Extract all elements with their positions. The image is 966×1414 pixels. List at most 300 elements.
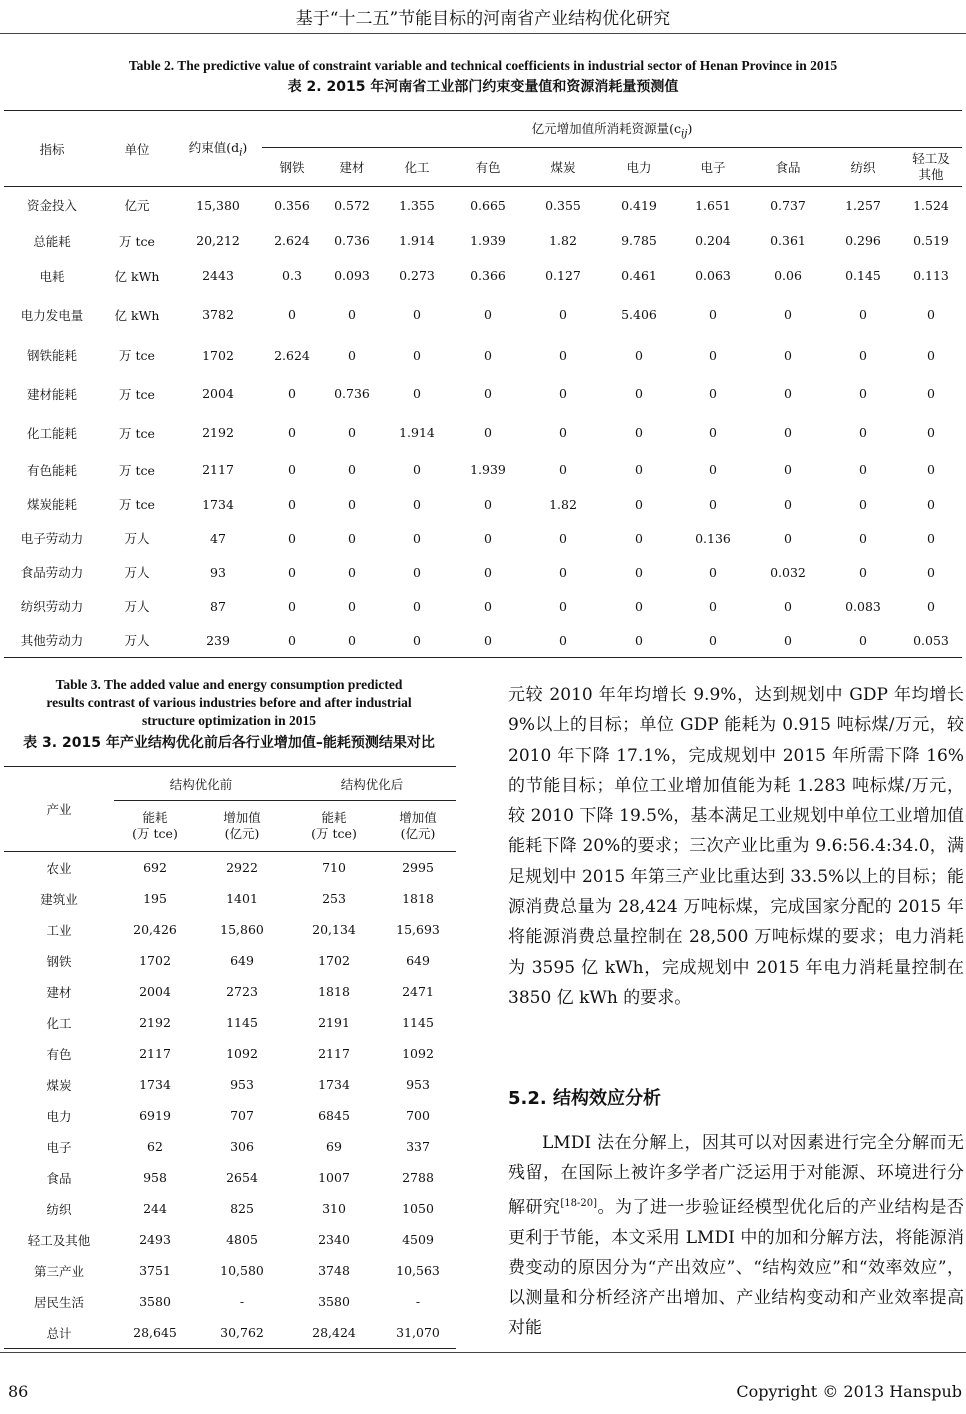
table-cell: 0 [927, 496, 935, 512]
table-cell: 0 [635, 530, 643, 546]
table-cell: 0.063 [695, 268, 731, 283]
table2-body [4, 187, 962, 658]
table-cell: 0 [413, 530, 421, 546]
table-cell: 1734 [318, 1077, 350, 1092]
table-cell: 0 [709, 386, 717, 401]
table-cell: 0 [859, 347, 867, 363]
row-label: 钢铁 [46, 953, 72, 969]
table-row [4, 187, 962, 224]
table-cell: 87 [210, 598, 226, 614]
table-row [4, 223, 962, 258]
table-cell: 310 [322, 1201, 346, 1216]
row-label: 纺织劳动力 [20, 599, 84, 614]
table-cell: 0 [635, 386, 643, 401]
table-row [4, 589, 962, 623]
table-cell: 1.257 [845, 197, 881, 213]
table2 [4, 110, 962, 658]
row-label: 建材能耗 [26, 386, 77, 402]
table-cell: 0 [348, 307, 356, 322]
table-row [4, 293, 962, 336]
table-cell: 0 [348, 462, 356, 477]
table-cell: 0 [709, 347, 717, 363]
table-row [4, 1007, 456, 1038]
table-cell: 953 [230, 1077, 254, 1092]
table-cell: 0 [559, 386, 567, 401]
table-cell: 1145 [402, 1015, 434, 1030]
table-row [4, 1317, 456, 1349]
table-row [4, 452, 962, 487]
table-cell: 1050 [402, 1201, 434, 1216]
table-cell: 195 [143, 891, 167, 906]
table-cell: 0 [559, 632, 567, 648]
row-label: 工业 [46, 922, 72, 938]
table-cell: 2192 [139, 1015, 171, 1030]
table-row [4, 374, 962, 413]
table-cell: 0 [348, 496, 356, 512]
table-cell: 万人 [124, 599, 150, 614]
table-cell: 2340 [318, 1232, 350, 1247]
row-label: 化工能耗 [26, 425, 77, 441]
paragraph-text: 元较 2010 年年均增长 9.9%，达到规划中 GDP 年均增长 9%以上的目标；单位 GDP 能耗为 0.915 吨标煤/万元，较 2010 年下降 17.1%，完成规划中 2015 年所需下降 16%的节能目标；单位工业增加值能为耗 1.283 吨标煤/万元，较 2010 下降 19.5%，基本满足工业规划中单位工业增加值能耗下降 20%的要求；三次产业比重为 9.6:56.4:34.0，满足规划中 2015 年第三产业比重达到 33.5%以上的目标；能源消费总量为 28,424 万吨标煤，完成国家分配的 2015 年将能源消费总量控制在 28,500 万吨标煤的要求；电力消耗为 3595 亿 kWh，完成规划中 2015 年电力消耗量控制在 3850 亿 kWh 的要求。 [508, 685, 964, 1008]
table-cell: 0 [784, 598, 792, 614]
table-cell: 649 [230, 953, 254, 968]
table-cell: 3580 [139, 1294, 171, 1309]
table-cell: 万人 [124, 565, 150, 580]
table-cell: 0 [784, 386, 792, 401]
table-cell: - [415, 1294, 421, 1309]
table-cell: 0 [413, 564, 421, 580]
table-cell: 0.273 [399, 268, 435, 283]
table-cell: 15,380 [196, 197, 240, 213]
table-cell: 0 [709, 425, 717, 440]
t2-col-header: 建材 [322, 148, 382, 187]
table-cell: 0 [709, 496, 717, 512]
t3-header-value: 增加值 (亿元) [196, 801, 288, 852]
table-cell: 0 [484, 347, 492, 363]
table-cell: 0 [927, 530, 935, 546]
row-label: 居民生活 [33, 1294, 84, 1310]
table-cell: 0 [559, 462, 567, 477]
t2-col-header: 纺织 [826, 148, 900, 187]
table-cell: 0 [709, 307, 717, 322]
table-cell: 0 [927, 386, 935, 401]
table-cell: 0 [288, 632, 296, 648]
table-cell: 0 [859, 425, 867, 440]
header-rule [0, 33, 966, 34]
t3-header-before: 结构优化前 [114, 767, 288, 801]
table-cell: 253 [322, 891, 346, 906]
table-cell: 3751 [139, 1263, 171, 1278]
table-cell: 1734 [202, 496, 234, 512]
table-cell: 1702 [318, 953, 350, 968]
table-cell: 0.296 [845, 233, 881, 248]
table-row [4, 1162, 456, 1193]
table-cell: 万 tce [119, 348, 155, 363]
table-cell: 0 [484, 386, 492, 401]
table-cell: 1092 [402, 1046, 434, 1061]
table-cell: 0.053 [913, 632, 949, 648]
table-cell: 2004 [139, 984, 171, 999]
table-row [4, 623, 962, 658]
table-cell: 0.461 [621, 268, 657, 283]
footer-rule [0, 1352, 966, 1353]
table-cell: 0.083 [845, 598, 881, 614]
table-cell: 0 [709, 462, 717, 477]
table-cell: 0 [348, 632, 356, 648]
t2-col-header: 电力 [602, 148, 676, 187]
table-cell: 0.665 [470, 197, 506, 213]
table-cell: 0 [413, 307, 421, 322]
table-cell: 20,426 [133, 922, 177, 937]
table-cell: 0 [413, 462, 421, 477]
table-cell: 2471 [402, 984, 434, 999]
table-cell: 707 [230, 1108, 254, 1123]
table-cell: 0.737 [770, 197, 806, 213]
row-label: 电力发电量 [20, 307, 84, 323]
table-cell: 0 [288, 307, 296, 322]
table-cell: 1734 [139, 1077, 171, 1092]
table-cell: 4805 [226, 1232, 258, 1247]
table-cell: 0 [288, 598, 296, 614]
table-cell: 0 [288, 530, 296, 546]
row-label: 纺织 [46, 1201, 72, 1217]
t2-header-indicator: 指标 [4, 111, 100, 187]
table-cell: 0 [927, 425, 935, 440]
t2-header-group: 亿元增加值所消耗资源量$(c_{ij})$ [262, 111, 962, 148]
table-cell: 0 [413, 347, 421, 363]
section-title: 5.2. 结构效应分析 [508, 1088, 661, 1109]
table-row [4, 852, 456, 884]
table-cell: 700 [406, 1108, 430, 1123]
table-cell: 1.524 [913, 197, 949, 213]
row-label: 建材 [46, 984, 72, 1000]
t3-header-value: 增加值 (亿元) [380, 801, 456, 852]
table-row [4, 413, 962, 452]
table-cell: 692 [143, 860, 167, 875]
table-cell: 0 [559, 564, 567, 580]
table-cell: 2443 [202, 268, 234, 283]
table-row [4, 1100, 456, 1131]
table-cell: 0.032 [770, 564, 806, 580]
t2-header-constraint: 约束值$(d_i)$ [174, 111, 262, 187]
table-cell: 0 [859, 307, 867, 322]
table-cell: 6845 [318, 1108, 350, 1123]
table-cell: 0 [635, 425, 643, 440]
citation-ref: [18-20] [560, 1197, 598, 1209]
table-cell: 0 [413, 598, 421, 614]
table-cell: 0 [859, 632, 867, 648]
table-cell: 0.736 [334, 386, 370, 401]
table-cell: - [239, 1294, 245, 1309]
table-cell: 1.939 [470, 462, 506, 477]
table-cell: 710 [322, 860, 346, 875]
row-label: 电力 [46, 1108, 72, 1124]
table-cell: 0 [559, 347, 567, 363]
table-cell: 0 [348, 347, 356, 363]
table-cell: 1702 [202, 347, 234, 363]
table-cell: 0.366 [470, 268, 506, 283]
table-cell: 0.519 [913, 233, 949, 248]
table-row [4, 945, 456, 976]
table-cell: 万 tce [119, 425, 155, 441]
table-row [4, 1286, 456, 1317]
table-row [4, 1131, 456, 1162]
table-cell: 0 [859, 462, 867, 477]
table-cell: 1.82 [549, 496, 577, 512]
table-cell: 0 [709, 564, 717, 580]
table-cell: 2995 [402, 860, 434, 875]
table-row [4, 521, 962, 555]
table-cell: 649 [406, 953, 430, 968]
row-label: 钢铁能耗 [26, 348, 77, 363]
table-cell: 亿 kWh [114, 307, 160, 323]
table-cell: 1.651 [695, 197, 731, 213]
table-cell: 306 [230, 1139, 254, 1154]
table-cell: 15,860 [220, 922, 264, 937]
table-cell: 1818 [318, 984, 350, 999]
table-cell: 0 [413, 496, 421, 512]
table-cell: 47 [210, 530, 226, 546]
table-cell: 0 [635, 632, 643, 648]
table-cell: 3580 [318, 1294, 350, 1309]
row-label: 食品 [46, 1170, 72, 1186]
table-cell: 0 [709, 598, 717, 614]
table-cell: 0.127 [545, 268, 581, 283]
row-label: 总能耗 [33, 233, 71, 249]
table-cell: 万 tce [119, 497, 155, 512]
table-cell: 0 [484, 564, 492, 580]
t3-header-industry: 产业 [4, 767, 114, 852]
table-row [4, 976, 456, 1007]
table-cell: 0 [288, 564, 296, 580]
t3-header-energy: 能耗 (万 tce) [114, 801, 196, 852]
table-cell: 0 [413, 386, 421, 401]
table-cell: 0 [559, 530, 567, 546]
table-row [4, 914, 456, 945]
table-cell: 0 [784, 462, 792, 477]
table-row [4, 1069, 456, 1100]
table-cell: 0 [859, 530, 867, 546]
table2-caption-zh: 表 2. 2015 年河南省工业部门约束变量值和资源消耗量预测值 [287, 79, 679, 95]
table-row [4, 1224, 456, 1255]
t2-col-header: 有色 [452, 148, 524, 187]
table-cell: 28,424 [312, 1325, 356, 1340]
table-cell: 1702 [139, 953, 171, 968]
table-cell: 0 [859, 386, 867, 401]
table-cell: 0.361 [770, 233, 806, 248]
table-cell: 1.914 [399, 425, 435, 440]
table-cell: 0 [927, 347, 935, 363]
table-cell: 0 [348, 598, 356, 614]
row-label: 资金投入 [26, 198, 77, 213]
table-cell: 0 [784, 347, 792, 363]
table-cell: 0 [709, 632, 717, 648]
table-cell: 0 [348, 530, 356, 546]
table-cell: 0 [288, 386, 296, 401]
table-cell: 1007 [318, 1170, 350, 1185]
table-cell: 958 [143, 1170, 167, 1185]
table-cell: 1145 [226, 1015, 258, 1030]
table-cell: 31,070 [396, 1325, 440, 1340]
table-cell: 0 [635, 564, 643, 580]
table-cell: 0.736 [334, 233, 370, 248]
table-cell: 0 [635, 598, 643, 614]
table3-caption-zh: 表 3. 2015 年产业结构优化前后各行业增加值–能耗预测结果对比 [23, 735, 435, 751]
table-cell: 2191 [318, 1015, 350, 1030]
row-label: 煤炭能耗 [26, 497, 77, 512]
row-label: 其他劳动力 [20, 633, 84, 648]
table-cell: 2493 [139, 1232, 171, 1247]
t2-header-unit: 单位 [100, 111, 174, 187]
table-cell: 亿 kWh [114, 268, 160, 284]
table-cell: 0.3 [282, 268, 302, 283]
table-cell: 0 [559, 307, 567, 322]
table-cell: 2117 [318, 1046, 350, 1061]
table-cell: 0 [927, 462, 935, 477]
table-row [4, 1193, 456, 1224]
table-cell: 0 [784, 307, 792, 322]
table-cell: 0 [559, 598, 567, 614]
t3-header-energy: 能耗 (万 tce) [288, 801, 380, 852]
table-cell: 0.419 [621, 197, 657, 213]
table-cell: 2192 [202, 425, 234, 440]
table-cell: 2654 [226, 1170, 258, 1185]
row-label: 化工 [46, 1015, 72, 1031]
table-cell: 953 [406, 1077, 430, 1092]
table-row [4, 883, 456, 914]
table-cell: 62 [147, 1139, 163, 1154]
row-label: 有色能耗 [26, 462, 77, 478]
table-cell: 0.572 [334, 197, 370, 213]
table-cell: 0 [859, 496, 867, 512]
row-label: 总计 [46, 1325, 72, 1341]
table-row [4, 1038, 456, 1069]
table-cell: 0 [559, 425, 567, 440]
table-cell: 0 [635, 496, 643, 512]
table-cell: 0.113 [913, 268, 949, 283]
table-row [4, 258, 962, 293]
table-cell: 0 [927, 564, 935, 580]
table-cell: 0.355 [545, 197, 581, 213]
t3-header-after: 结构优化后 [288, 767, 456, 801]
table-cell: 0 [635, 462, 643, 477]
running-header: 基于“十二五”节能目标的河南省产业结构优化研究 [295, 9, 671, 29]
table-cell: 10,563 [396, 1263, 440, 1278]
table-cell: 239 [206, 632, 230, 648]
table-cell: 万人 [124, 633, 150, 648]
table-cell: 3782 [202, 307, 234, 322]
table-cell: 0 [413, 632, 421, 648]
table-cell: 1818 [402, 891, 434, 906]
table-cell: 0 [288, 496, 296, 512]
table-row [4, 487, 962, 521]
table-cell: 2922 [226, 860, 258, 875]
table-cell: 20,134 [312, 922, 356, 937]
table-cell: 0.204 [695, 233, 731, 248]
table-cell: 亿元 [124, 198, 150, 213]
table-cell: 0.136 [695, 530, 731, 546]
body-paragraph-1 [508, 680, 964, 1013]
table-cell: 337 [406, 1139, 430, 1154]
table-cell: 0 [484, 530, 492, 546]
table-cell: 2788 [402, 1170, 434, 1185]
table-cell: 0 [348, 564, 356, 580]
table-cell: 0 [784, 496, 792, 512]
table-cell: 万 tce [119, 233, 155, 249]
table-cell: 0 [784, 425, 792, 440]
row-label: 电子劳动力 [20, 531, 84, 546]
table-cell: 5.406 [621, 307, 657, 322]
t2-col-header: 钢铁 [262, 148, 322, 187]
table-cell: 93 [210, 564, 226, 580]
row-label: 农业 [46, 860, 72, 876]
table-cell: 825 [230, 1201, 254, 1216]
table-cell: 69 [326, 1139, 342, 1154]
row-label: 轻工及其他 [27, 1232, 91, 1248]
t2-col-header: 化工 [382, 148, 452, 187]
table-cell: 0.06 [774, 268, 802, 283]
row-label: 有色 [46, 1046, 72, 1062]
row-label: 电子 [46, 1139, 72, 1155]
table-cell: 0 [635, 347, 643, 363]
table-cell: 0 [784, 530, 792, 546]
table-cell: 6919 [139, 1108, 171, 1123]
table3-body [4, 852, 456, 1349]
table-row [4, 555, 962, 589]
table-cell: 0 [784, 632, 792, 648]
row-label: 第三产业 [33, 1263, 84, 1279]
table-cell: 万人 [124, 531, 150, 546]
row-label: 建筑业 [40, 891, 78, 907]
row-label: 煤炭 [46, 1077, 72, 1093]
table-cell: 0 [484, 307, 492, 322]
table-cell: 0 [927, 598, 935, 614]
table-cell: 0 [288, 425, 296, 440]
table-cell: 2.624 [274, 233, 310, 248]
table-cell: 0.093 [334, 268, 370, 283]
table-cell: 0.356 [274, 197, 310, 213]
table2-caption-en: Table 2. The predictive value of constraint variable and technical coefficients in industrial sector of Henan Province in 2015 [128, 58, 838, 73]
table-cell: 15,693 [396, 922, 440, 937]
table-cell: 1092 [226, 1046, 258, 1061]
table-cell: 2723 [226, 984, 258, 999]
table-cell: 0 [348, 425, 356, 440]
table-cell: 1.939 [470, 233, 506, 248]
table-cell: 0.145 [845, 268, 881, 283]
table-cell: 30,762 [220, 1325, 264, 1340]
t2-col-header: 食品 [750, 148, 826, 187]
table-cell: 万 tce [119, 386, 155, 402]
table3-caption-en: Table 3. The added value and energy consumption predicted results contrast of various industries before and after industrial structure optimization in 2015 [46, 677, 412, 728]
table-row [4, 336, 962, 374]
table3 [4, 766, 456, 1349]
table-cell: 20,212 [196, 233, 240, 248]
t2-col-header-last: 轻工及 其他 [900, 148, 962, 187]
t2-col-header: 煤炭 [524, 148, 602, 187]
table-cell: 万 tce [119, 462, 155, 478]
paragraph-text: LMDI 法在分解上，因其可以对因素进行完全分解而无残留，在国际上被许多学者广泛运用于对能源、环境进行分解研究[18-20]。为了进一步验证经模型优化后的产业结构是否更利于节能，本文采用 LMDI 中的加和分解方法，将能源消费变动的原因分为“产出效应”、“结构效应”和“效率效应”，以测量和分析经济产出增加、产业结构变动和产业效率提高对能 [508, 1133, 965, 1339]
row-label: 电耗 [39, 268, 65, 284]
table-cell: 0 [859, 564, 867, 580]
table-cell: 0 [484, 598, 492, 614]
copyright: Copyright © 2013 Hanspub [736, 1382, 962, 1401]
table-cell: 0 [484, 496, 492, 512]
table-cell: 0 [484, 632, 492, 648]
table-cell: 0 [927, 307, 935, 322]
table-row [4, 1255, 456, 1286]
table-cell: 1.914 [399, 233, 435, 248]
table-cell: 244 [143, 1201, 167, 1216]
